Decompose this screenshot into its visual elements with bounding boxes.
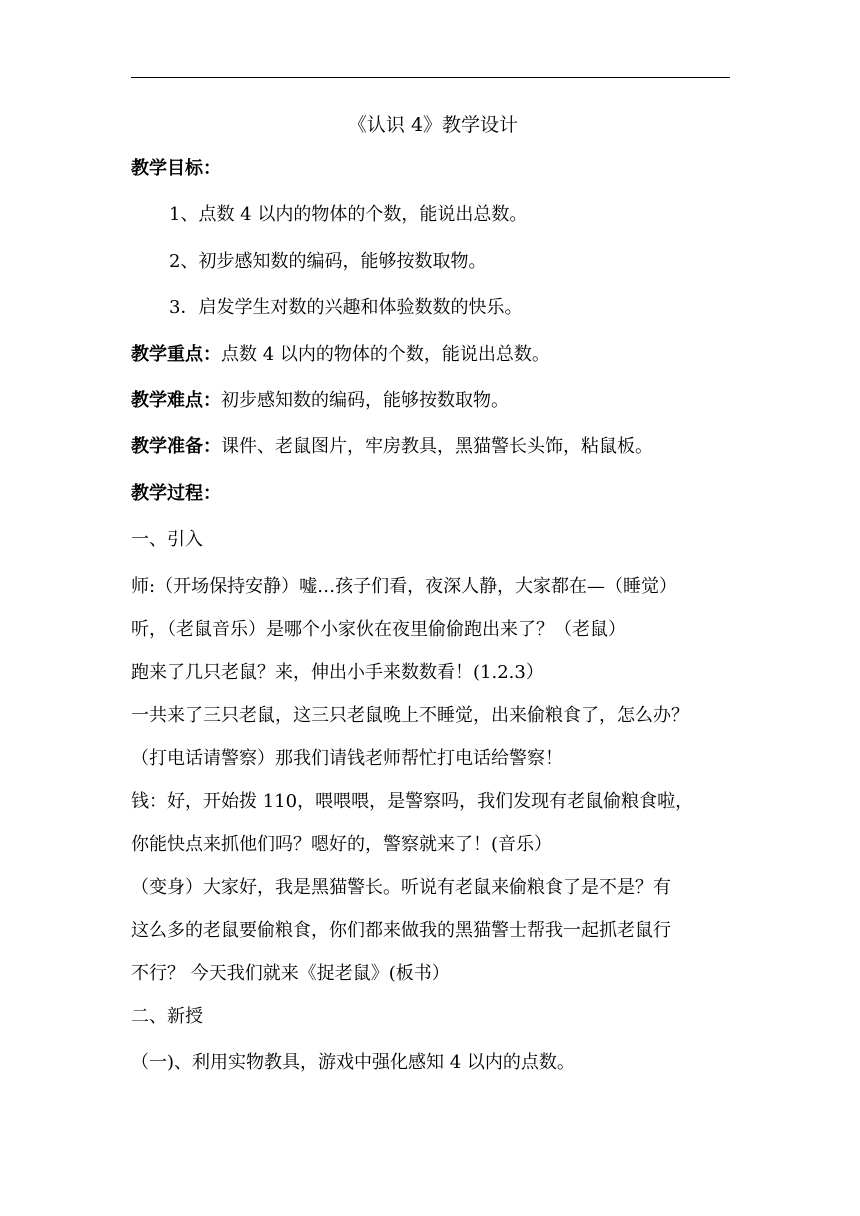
difficulty xyxy=(131,389,735,413)
preparation-label: 教学准备： xyxy=(131,436,221,458)
paragraph-line: （打电话请警察）那我们请钱老师帮忙打电话给警察！ xyxy=(131,747,563,769)
key-point xyxy=(131,343,735,367)
process-heading: 教学过程： xyxy=(131,482,221,504)
paragraph-line: 不行？ 今天我们就来《捉老鼠》(板书） xyxy=(131,962,450,984)
preparation-text: 课件、老鼠图片，牢房教具，黑猫警长头饰，粘鼠板。 xyxy=(221,436,653,458)
goal-item: 1、点数 4 以内的物体的个数，能说出总数。 xyxy=(169,204,528,226)
section-heading: 一、引入 xyxy=(131,529,203,551)
goal-item: 2、初步感知数的编码，能够按数取物。 xyxy=(169,250,487,272)
paragraph-line: 跑来了几只老鼠？来，伸出小手来数数看！(1.2.3） xyxy=(131,661,544,683)
paragraph-line: 师:（开场保持安静）嘘…孩子们看，夜深人静，大家都在—（睡觉） xyxy=(131,575,678,597)
paragraph-line: 这么多的老鼠要偷粮食，你们都来做我的黑猫警士帮我一起抓老鼠行 xyxy=(131,919,671,941)
key-point-text: 点数 4 以内的物体的个数，能说出总数。 xyxy=(221,343,550,365)
paragraph-line: 钱：好，开始拨 110，喂喂喂，是警察吗，我们发现有老鼠偷粮食啦， xyxy=(131,790,694,812)
subsection-heading: （一)、利用实物教具，游戏中强化感知 4 以内的点数。 xyxy=(131,1051,575,1073)
paragraph-line: 一共来了三只老鼠，这三只老鼠晚上不睡觉，出来偷粮食了，怎么办？ xyxy=(131,704,689,726)
header-rule xyxy=(131,77,730,78)
goals-heading: 教学目标： xyxy=(131,158,221,179)
goal-item: 3．启发学生对数的兴趣和体验数数的快乐。 xyxy=(169,297,523,319)
preparation xyxy=(131,435,735,459)
document-body xyxy=(131,113,735,1097)
paragraph-line: 你能快点来抓他们吗？嗯好的，警察就来了！(音乐） xyxy=(131,833,553,855)
page-title: 《认识 4》教学设计 xyxy=(347,114,519,136)
section-heading: 二、新授 xyxy=(131,1005,203,1027)
difficulty-text: 初步感知数的编码，能够按数取物。 xyxy=(221,389,509,411)
paragraph-line: （变身）大家好，我是黑猫警长。听说有老鼠来偷粮食了是不是？有 xyxy=(131,876,671,898)
difficulty-label: 教学难点： xyxy=(131,389,221,411)
paragraph-line: 听，（老鼠音乐）是哪个小家伙在夜里偷偷跑出来了？（老鼠） xyxy=(131,618,626,640)
key-point-label: 教学重点： xyxy=(131,343,221,365)
